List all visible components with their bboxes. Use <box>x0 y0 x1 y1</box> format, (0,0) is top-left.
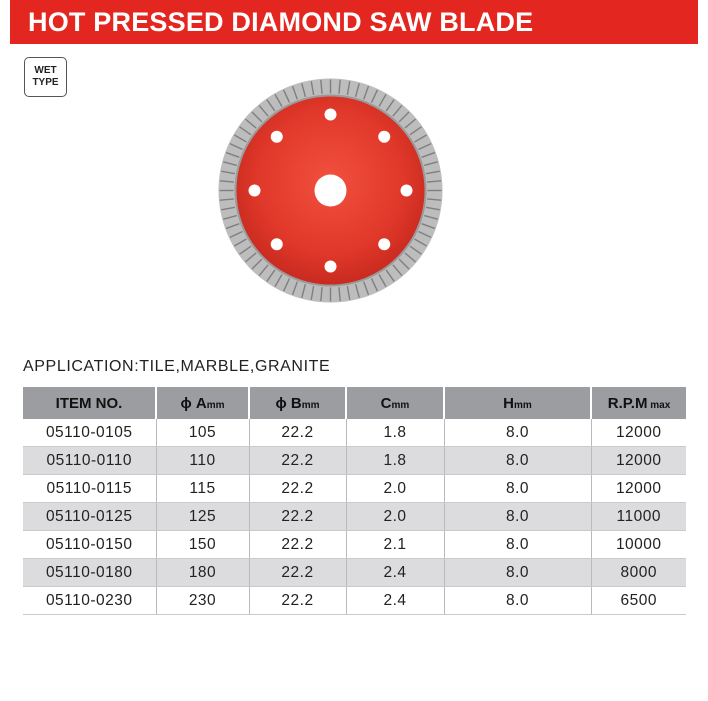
table-cell: 12000 <box>591 419 686 447</box>
table-cell: 125 <box>156 503 249 531</box>
page-title: HOT PRESSED DIAMOND SAW BLADE <box>28 7 534 37</box>
cooling-hole <box>401 185 413 197</box>
cooling-hole <box>325 261 337 273</box>
table-row <box>23 475 686 503</box>
application-text: APPLICATION:TILE,MARBLE,GRANITE <box>23 358 331 375</box>
col-item-no: ITEM NO. <box>23 387 156 419</box>
table-cell: 8.0 <box>444 447 591 475</box>
table-cell: 2.0 <box>346 475 444 503</box>
table-cell: 6500 <box>591 587 686 615</box>
table-cell: 8.0 <box>444 503 591 531</box>
table-row <box>23 587 686 615</box>
table-row <box>23 503 686 531</box>
table-cell: 05110-0110 <box>23 447 156 475</box>
table-row <box>23 447 686 475</box>
table-cell: 22.2 <box>249 587 346 615</box>
cooling-hole <box>249 185 261 197</box>
table-cell: 12000 <box>591 475 686 503</box>
table-cell: 2.4 <box>346 559 444 587</box>
badge-line-1: WET <box>34 65 57 76</box>
wet-type-badge <box>24 57 67 97</box>
cooling-hole <box>378 238 390 250</box>
cooling-hole <box>325 109 337 121</box>
table-cell: 22.2 <box>249 559 346 587</box>
table-cell: 2.0 <box>346 503 444 531</box>
cooling-hole <box>271 238 283 250</box>
table-cell: 22.2 <box>249 419 346 447</box>
table-cell: 22.2 <box>249 475 346 503</box>
table-cell: 1.8 <box>346 419 444 447</box>
specs-table <box>23 387 686 615</box>
table-cell: 150 <box>156 531 249 559</box>
table-cell: 12000 <box>591 447 686 475</box>
title-bar <box>10 0 698 44</box>
table-row <box>23 419 686 447</box>
badge-line-2: TYPE <box>32 77 59 88</box>
table-cell: 05110-0150 <box>23 531 156 559</box>
table-header-row <box>23 387 686 419</box>
table-cell: 180 <box>156 559 249 587</box>
table-cell: 8000 <box>591 559 686 587</box>
table-cell: 2.1 <box>346 531 444 559</box>
table-row <box>23 559 686 587</box>
table-cell: 8.0 <box>444 475 591 503</box>
cooling-hole <box>378 131 390 143</box>
table-cell: 05110-0115 <box>23 475 156 503</box>
saw-blade-icon <box>218 78 443 303</box>
table-cell: 2.4 <box>346 587 444 615</box>
col-diameter-b: ϕ Bmm <box>249 387 346 419</box>
table-cell: 8.0 <box>444 587 591 615</box>
col-h: Hmm <box>444 387 591 419</box>
table-cell: 115 <box>156 475 249 503</box>
table-cell: 1.8 <box>346 447 444 475</box>
table-cell: 105 <box>156 419 249 447</box>
table-cell: 230 <box>156 587 249 615</box>
col-rpm-max: R.P.M max <box>591 387 686 419</box>
table-cell: 05110-0105 <box>23 419 156 447</box>
table-cell: 8.0 <box>444 559 591 587</box>
table-cell: 11000 <box>591 503 686 531</box>
table-cell: 22.2 <box>249 447 346 475</box>
table-cell: 05110-0125 <box>23 503 156 531</box>
table-cell: 05110-0230 <box>23 587 156 615</box>
table-cell: 110 <box>156 447 249 475</box>
blade-arbor-hole <box>315 175 347 207</box>
table-cell: 22.2 <box>249 503 346 531</box>
table-cell: 05110-0180 <box>23 559 156 587</box>
col-diameter-a: ϕ Amm <box>156 387 249 419</box>
table-row <box>23 531 686 559</box>
cooling-hole <box>271 131 283 143</box>
col-c: Cmm <box>346 387 444 419</box>
table-cell: 10000 <box>591 531 686 559</box>
table-cell: 8.0 <box>444 419 591 447</box>
table-cell: 8.0 <box>444 531 591 559</box>
table-cell: 22.2 <box>249 531 346 559</box>
